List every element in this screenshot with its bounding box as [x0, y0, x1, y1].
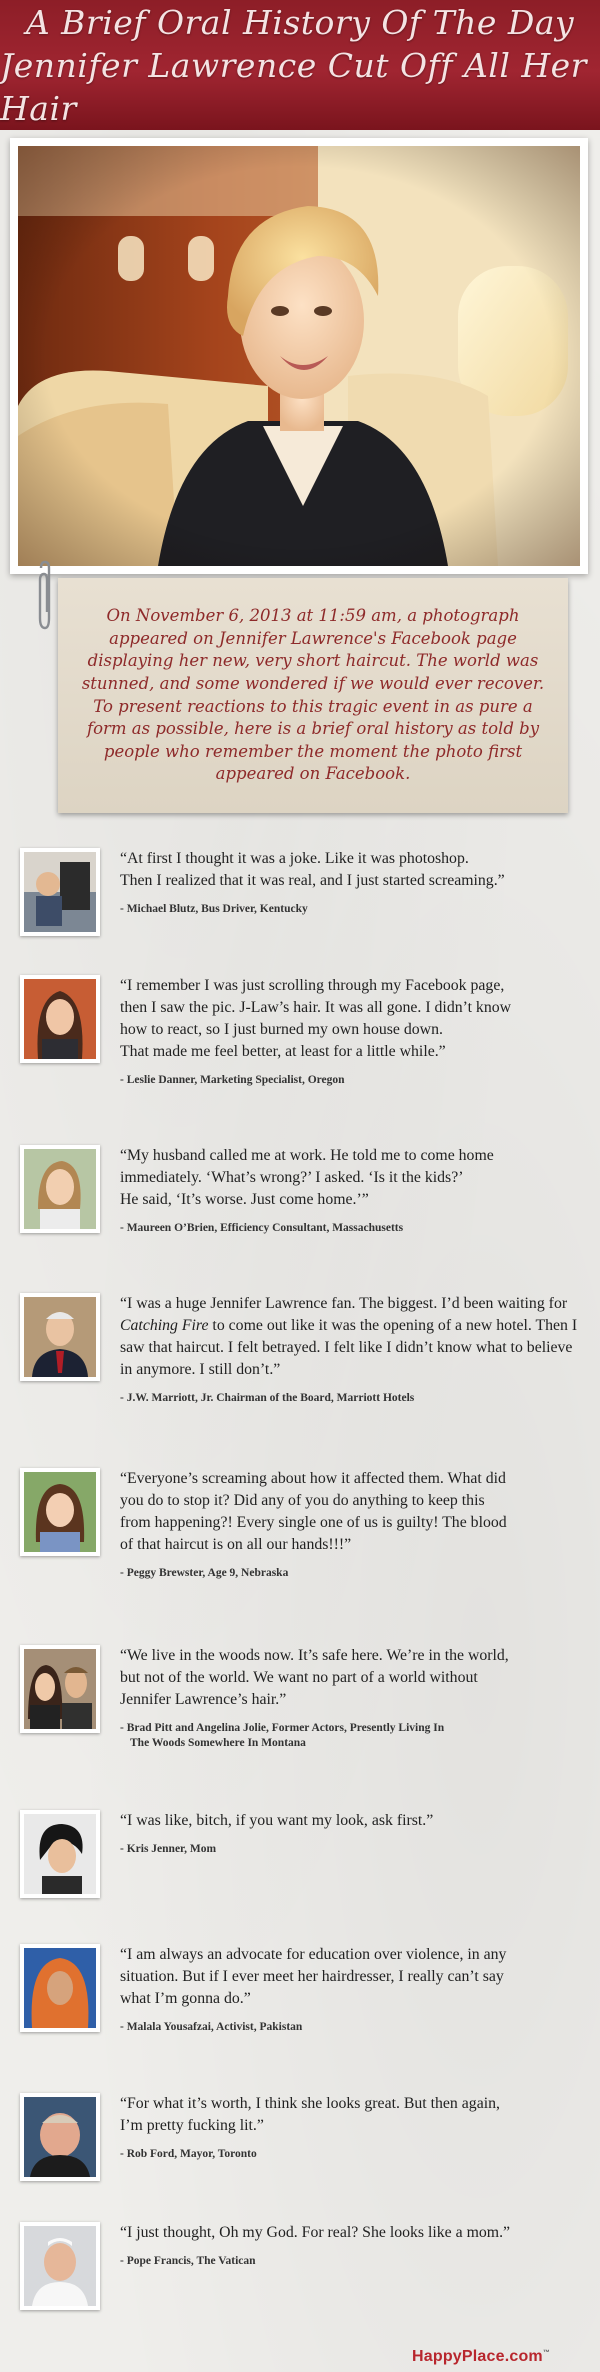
quote-text: “Everyone’s screaming about how it affected them. What did you do to stop it? Did any of you do anything to keep this from happening?! Every single one of us is guilty! The blood of that haircut is on all our hands!!!” — [120, 1470, 507, 1553]
avatar — [20, 1645, 100, 1733]
bus-driver-avatar-image — [24, 852, 96, 932]
avatar — [20, 1468, 100, 1556]
couple-avatar-image — [24, 1649, 96, 1729]
paperclip-icon — [34, 560, 56, 632]
happyplace-logo[interactable]: HappyPlace.com™ — [412, 2348, 551, 2365]
title-line-1: A Brief Oral History Of The Day — [25, 2, 575, 42]
quote-attribution: - Peggy Brewster, Age 9, Nebraska — [120, 1567, 289, 1579]
quote-attribution: - Leslie Danner, Marketing Specialist, Oregon — [120, 1074, 345, 1086]
avatar — [20, 2093, 100, 2181]
title-banner — [0, 0, 600, 130]
quote-attribution: - Kris Jenner, Mom — [120, 1843, 217, 1855]
quote-text: “At first I thought it was a joke. Like it was photoshop. Then I realized that it was real, and I just started screaming.” — [120, 850, 505, 889]
quote-text: “I am always an advocate for education over violence, in any situation. But if I ever meet her hairdresser, I really can’t say what I’m gonna do.” — [120, 1946, 507, 2007]
quote-text: “I was like, bitch, if you want my look, ask first.” — [120, 1812, 434, 1829]
quote-text: “For what it’s worth, I think she looks great. But then again, I’m pretty fucking lit.” — [120, 2095, 500, 2134]
quote-attribution: - J.W. Marriott, Jr. Chairman of the Board, Marriott Hotels — [120, 1392, 415, 1404]
main-photo — [18, 146, 580, 566]
woman-avatar-image — [24, 979, 96, 1059]
quote-attribution: - Pope Francis, The Vatican — [120, 2255, 256, 2267]
avatar — [20, 1293, 100, 1381]
man-in-suit-avatar-image — [24, 1297, 96, 1377]
girl-avatar-image — [24, 1472, 96, 1552]
quote-text: “We live in the woods now. It’s safe here. We’re in the world, but not of the world. We want no part of a world without Jennifer Lawrence’s hair.” — [120, 1647, 509, 1708]
avatar — [20, 1810, 100, 1898]
avatar — [20, 848, 100, 936]
avatar — [20, 2222, 100, 2310]
quote-attribution: - Malala Yousafzai, Activist, Pakistan — [120, 2021, 303, 2033]
quote-text: “I remember I was just scrolling through my Facebook page, then I saw the pic. J-Law’s hair. It was all gone. I didn’t know how to react, so I just burned my own house down. That made me feel better, at least for a little while.” — [120, 977, 512, 1060]
pope-avatar-image — [24, 2226, 96, 2306]
quote-text: “My husband called me at work. He told me to come home immediately. ‘What’s wrong?’ I asked. ‘Is it the kids?’ He said, ‘It’s worse. Just come home.’” — [120, 1147, 494, 1208]
avatar — [20, 1145, 100, 1233]
quote-attribution: - Michael Blutz, Bus Driver, Kentucky — [120, 903, 308, 915]
photo-frame — [10, 138, 588, 574]
woman-avatar-image — [24, 1149, 96, 1229]
avatar — [20, 1944, 100, 2032]
intro-caption-card — [58, 578, 568, 813]
quote-attribution: - Maureen O’Brien, Efficiency Consultant, Massachusetts — [120, 1222, 404, 1234]
woman-headscarf-avatar-image — [24, 1948, 96, 2028]
airplane-cabin-portrait — [18, 146, 580, 566]
quote-text: “I just thought, Oh my God. For real? She looks like a mom.” — [120, 2224, 511, 2241]
quote-attribution: - Rob Ford, Mayor, Toronto — [120, 2148, 257, 2160]
woman-avatar-image — [24, 1814, 96, 1894]
man-avatar-image — [24, 2097, 96, 2177]
quote-text: “I was a huge Jennifer Lawrence fan. The biggest. I’d been waiting for Catching Fire to come out like it was the opening of a new hotel. Then I saw that haircut. I felt betrayed. I felt like I didn’t know what to believe in anymore. I still don’t.” — [120, 1295, 578, 1378]
intro-caption-text: On November 6, 2013 at 11:59 am, a photograph appeared on Jennifer Lawrence's Facebook page displaying her new, very short haircut. The world was stunned, and some wondered if we would ever recover. To present reactions to this tragic event in as pure a form as possible, here is a brief oral history as told by people who remember the moment the photo first appeared on Facebook. — [81, 606, 545, 784]
quote-attribution: - Brad Pitt and Angelina Jolie, Former Actors, Presently Living In The Woods Somewhere In Montana — [120, 1722, 445, 1749]
title-line-2: Jennifer Lawrence Cut Off All Her Hair — [0, 45, 587, 128]
avatar — [20, 975, 100, 1063]
